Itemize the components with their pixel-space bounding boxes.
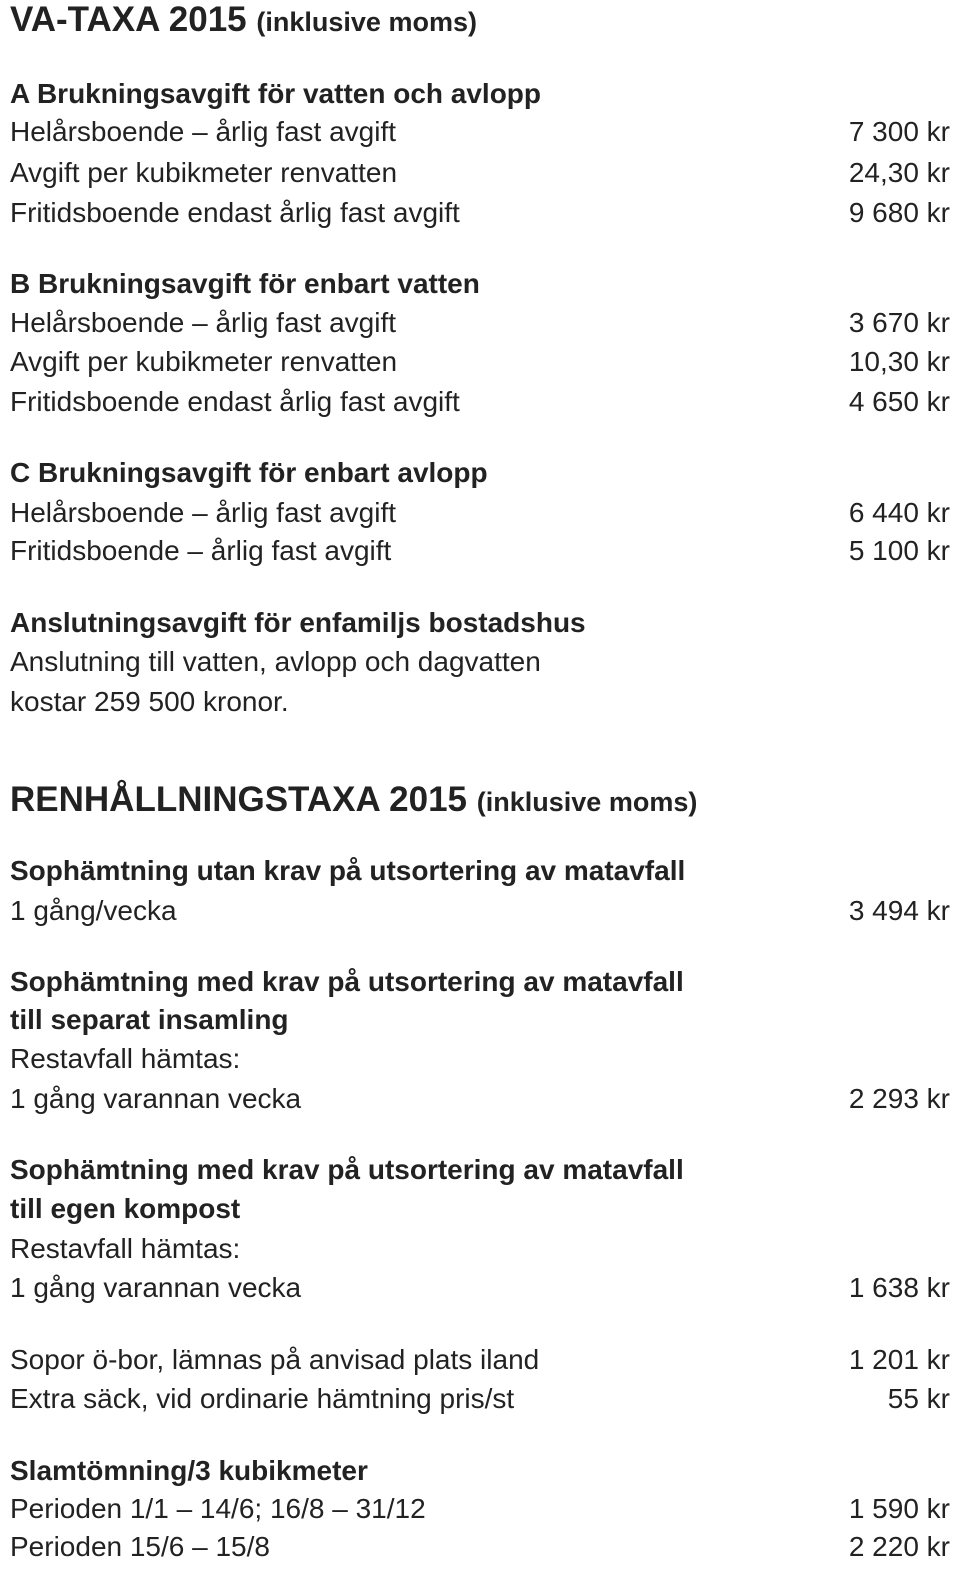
price-row <box>10 1268 950 1308</box>
price-row <box>10 342 950 382</box>
price-row-label: Sopor ö-bor, lämnas på anvisad plats iland <box>10 1344 540 1375</box>
price-row <box>10 493 950 533</box>
section-b-heading-text: B Brukningsavgift för enbart vatten <box>10 268 480 299</box>
price-row-label: Helårsboende – årlig fast avgift <box>10 497 396 528</box>
section-c-heading <box>10 453 950 493</box>
price-row-label: 1 gång/vecka <box>10 895 177 926</box>
price-row-value: 2 293 kr <box>848 1083 950 1114</box>
price-row-label: Perioden 1/1 – 14/6; 16/8 – 31/12 <box>10 1493 426 1524</box>
sludge-heading <box>10 1451 950 1491</box>
price-row <box>10 153 950 193</box>
price-row-label: 1 gång varannan vecka <box>10 1272 302 1303</box>
price-row-value: 1 590 kr <box>848 1493 950 1524</box>
no-sorting-heading-text: Sophämtning utan krav på utsortering av matavfall <box>10 855 686 886</box>
price-row-value: 10,30 kr <box>848 346 950 377</box>
price-row-value: 2 220 kr <box>848 1531 950 1562</box>
connection-text: Anslutning till vatten, avlopp och dagvatten <box>10 646 541 677</box>
connection-text: kostar 259 500 kronor. <box>10 686 289 717</box>
connection-heading <box>10 603 950 643</box>
price-row-value: 24,30 kr <box>848 157 950 188</box>
price-row <box>10 1079 950 1119</box>
price-row-value: 7 300 kr <box>848 116 950 147</box>
price-row-value: 4 650 kr <box>848 386 950 417</box>
price-row <box>10 1379 950 1419</box>
separate-collection-heading-text: till separat insamling <box>10 1004 289 1035</box>
price-row-label: Perioden 15/6 – 15/8 <box>10 1531 270 1562</box>
va-taxa-title-text: VA-TAXA 2015 <box>10 0 247 39</box>
price-row-value: 3 494 kr <box>848 895 950 926</box>
renhallning-subtitle: (inklusive moms) <box>476 787 698 817</box>
renhallning-title <box>10 780 697 822</box>
collection-note <box>10 1039 950 1079</box>
separate-collection-heading <box>10 1000 950 1040</box>
price-row-label: 1 gång varannan vecka <box>10 1083 302 1114</box>
price-row <box>10 891 950 931</box>
price-row-label: Avgift per kubikmeter renvatten <box>10 346 398 377</box>
price-row-label: Fritidsboende endast årlig fast avgift <box>10 386 460 417</box>
price-row-value: 5 100 kr <box>848 535 950 566</box>
price-row-value: 1 201 kr <box>848 1344 950 1375</box>
price-row-label: Extra säck, vid ordinarie hämtning pris/st <box>10 1383 515 1414</box>
price-row-value: 3 670 kr <box>848 307 950 338</box>
no-sorting-heading <box>10 851 950 891</box>
section-a-heading-text: A Brukningsavgift för vatten och avlopp <box>10 78 542 109</box>
section-b-heading <box>10 264 950 304</box>
va-taxa-title <box>10 0 477 42</box>
connection-heading-text: Anslutningsavgift för enfamiljs bostadshus <box>10 607 586 638</box>
sludge-heading-text: Slamtömning/3 kubikmeter <box>10 1455 368 1486</box>
price-row-value: 1 638 kr <box>848 1272 950 1303</box>
own-compost-heading <box>10 1150 950 1190</box>
section-a-heading <box>10 74 950 114</box>
own-compost-heading <box>10 1189 950 1229</box>
collection-note-text: Restavfall hämtas: <box>10 1043 241 1074</box>
price-row-label: Avgift per kubikmeter renvatten <box>10 157 398 188</box>
price-row <box>10 193 950 233</box>
connection-text-line <box>10 642 950 682</box>
own-compost-heading-text: Sophämtning med krav på utsortering av matavfall <box>10 1154 684 1185</box>
price-row-value: 6 440 kr <box>848 497 950 528</box>
collection-note-text: Restavfall hämtas: <box>10 1233 241 1264</box>
va-taxa-subtitle: (inklusive moms) <box>256 7 477 37</box>
price-row <box>10 303 950 343</box>
separate-collection-heading <box>10 962 950 1002</box>
price-row-value: 9 680 kr <box>848 197 950 228</box>
price-row <box>10 1489 950 1529</box>
price-row-label: Helårsboende – årlig fast avgift <box>10 116 396 147</box>
connection-text-line <box>10 682 950 722</box>
price-row <box>10 1340 950 1380</box>
section-c-heading-text: C Brukningsavgift för enbart avlopp <box>10 457 488 488</box>
price-row <box>10 382 950 422</box>
price-row <box>10 1527 950 1567</box>
price-row <box>10 531 950 571</box>
price-row-value: 55 kr <box>887 1383 950 1414</box>
separate-collection-heading-text: Sophämtning med krav på utsortering av matavfall <box>10 966 684 997</box>
collection-note <box>10 1229 950 1269</box>
price-row <box>10 112 950 152</box>
own-compost-heading-text: till egen kompost <box>10 1193 241 1224</box>
price-row-label: Helårsboende – årlig fast avgift <box>10 307 396 338</box>
price-row-label: Fritidsboende endast årlig fast avgift <box>10 197 460 228</box>
renhallning-title-text: RENHÅLLNINGSTAXA 2015 <box>10 780 468 819</box>
price-row-label: Fritidsboende – årlig fast avgift <box>10 535 392 566</box>
